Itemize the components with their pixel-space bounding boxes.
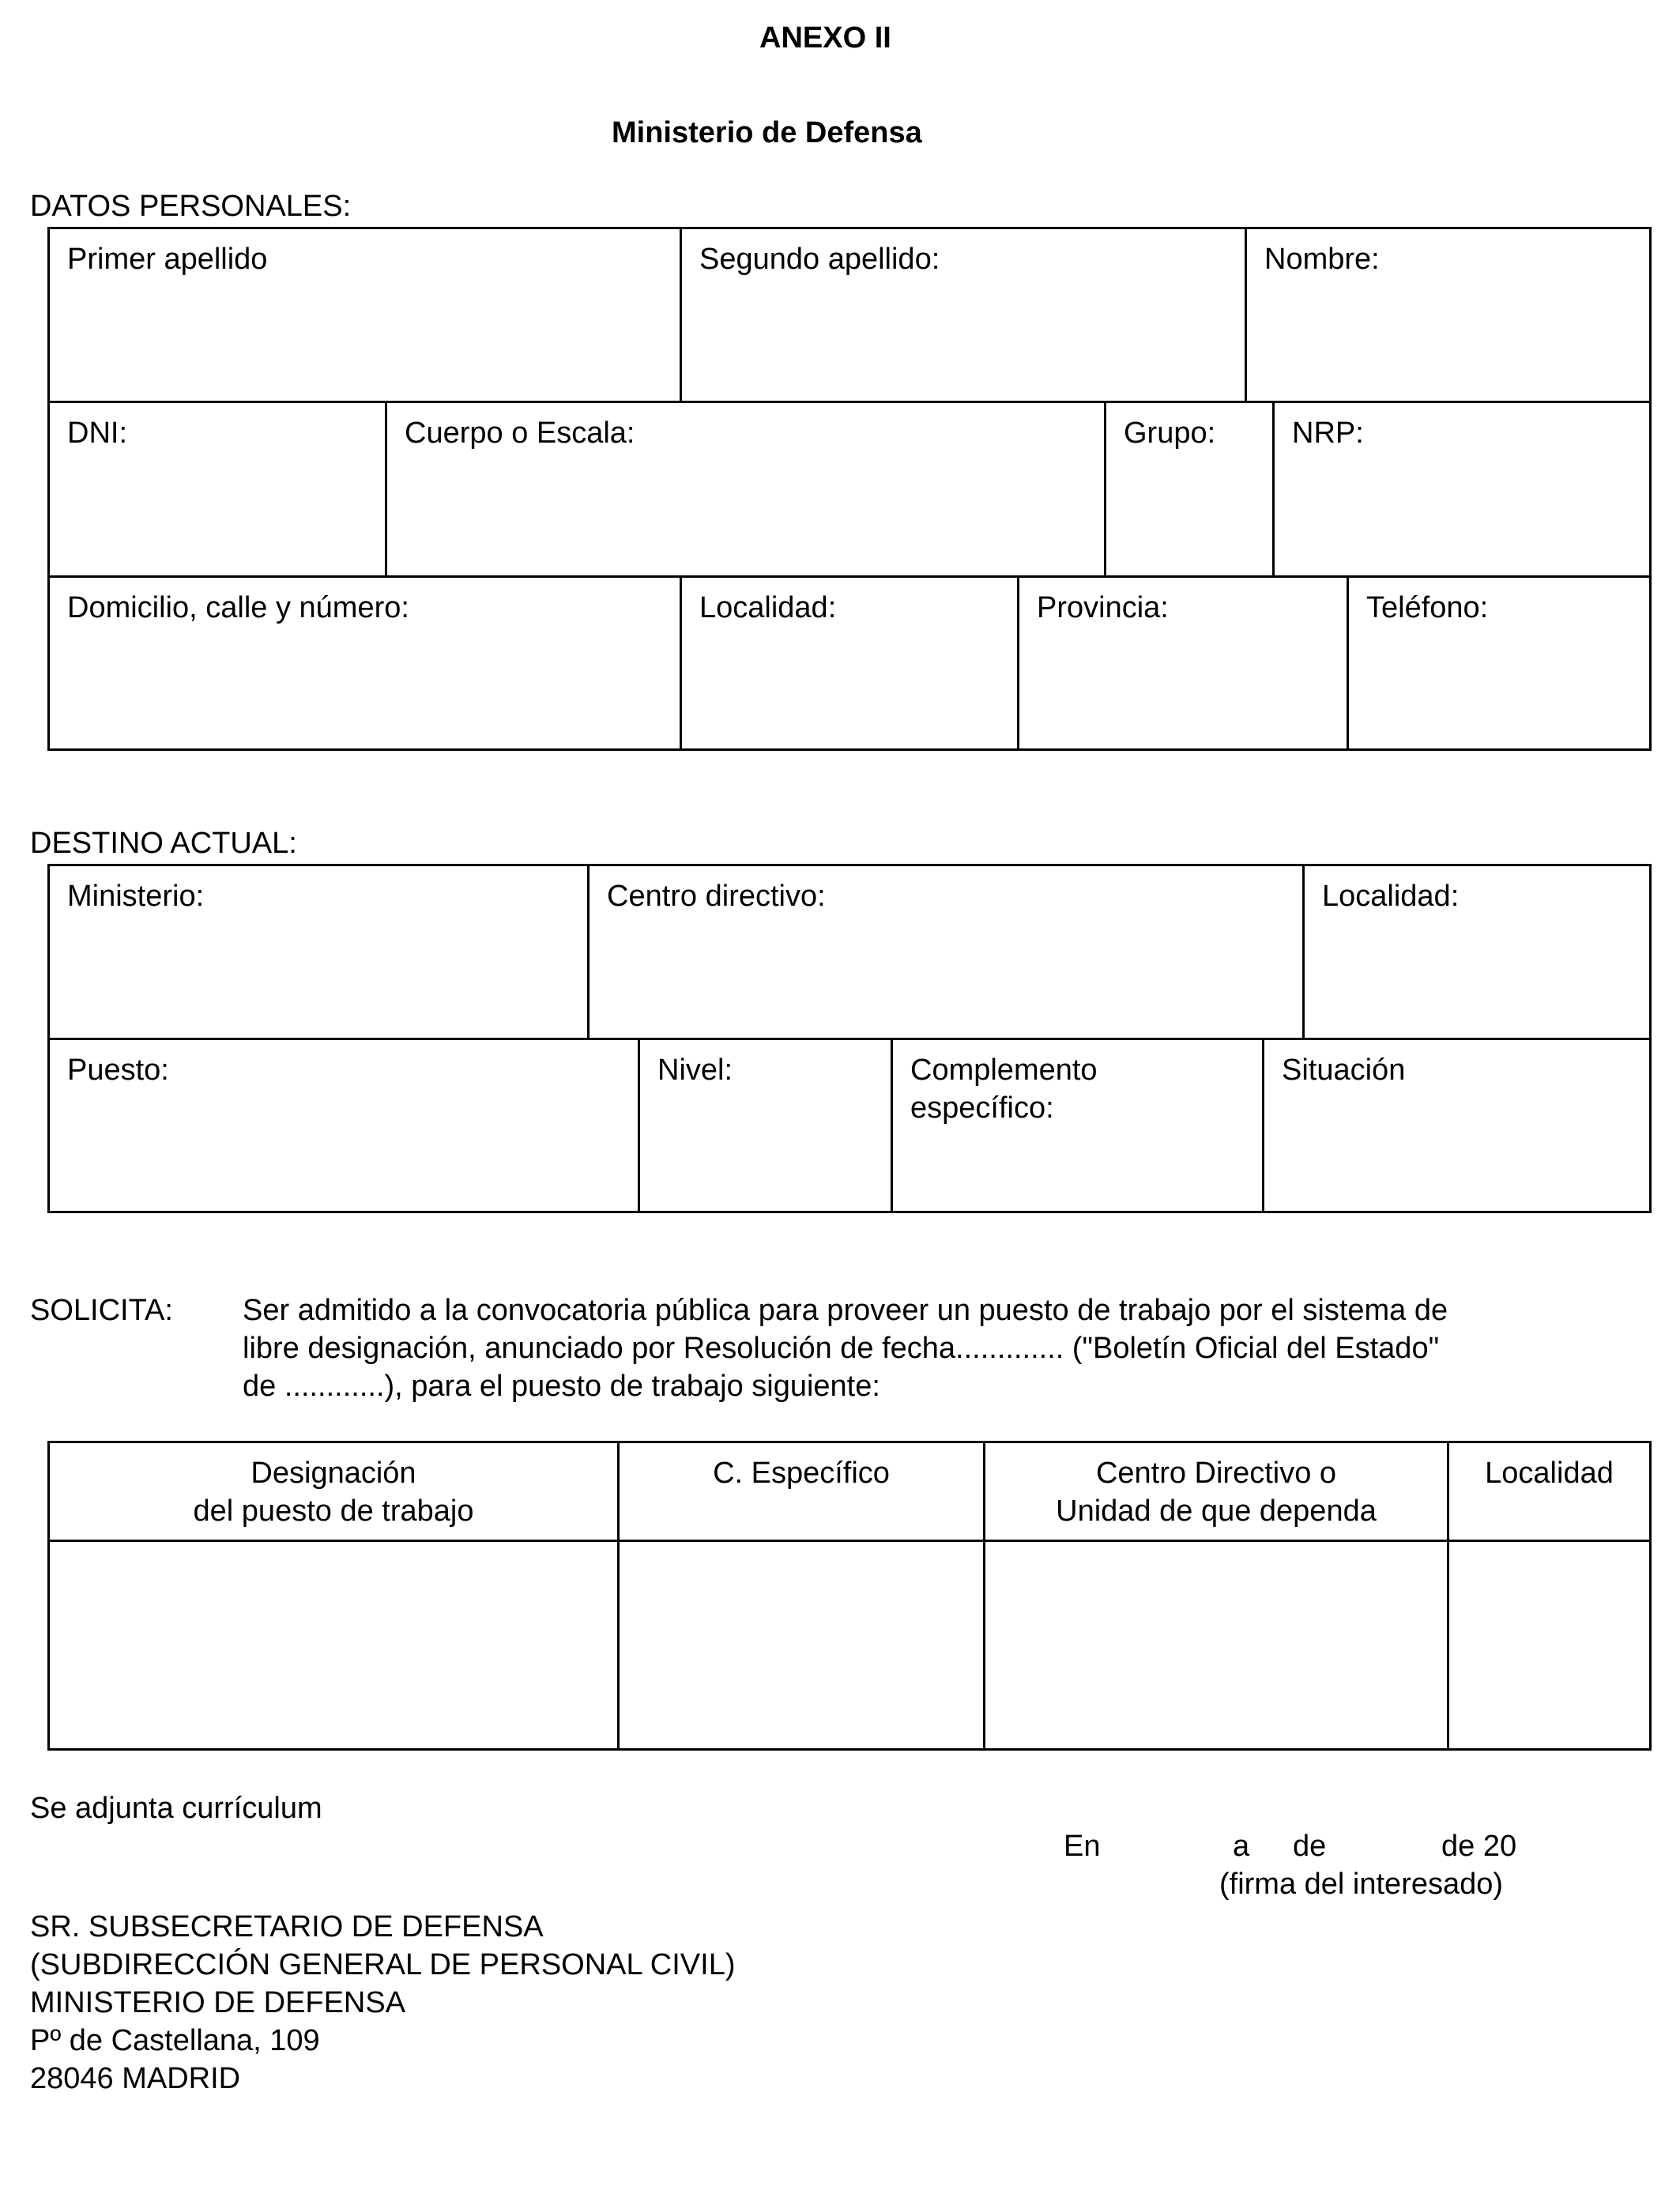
request-line-3: de ............), para el puesto de trabajo siguiente:	[243, 1370, 880, 1403]
input-centro-directivo[interactable]	[985, 1542, 1449, 1748]
field-label: Centro directivo:	[607, 880, 826, 913]
header-text-line: del puesto de trabajo	[193, 1495, 474, 1528]
field-label: Segundo apellido:	[699, 243, 940, 276]
field-label: Ministerio:	[67, 880, 205, 913]
current-post-table	[47, 864, 1652, 1213]
field-grupo[interactable]	[1106, 403, 1275, 578]
field-label: Complemento	[910, 1054, 1098, 1087]
field-primer-apellido[interactable]	[50, 229, 682, 403]
personal-data-table	[47, 227, 1652, 751]
field-centro-directivo[interactable]	[590, 866, 1305, 1040]
date-a: a	[1233, 1830, 1250, 1863]
field-ministerio[interactable]	[50, 866, 590, 1040]
date-year: de 20	[1441, 1830, 1517, 1863]
address-line-4: Pº de Castellana, 109	[30, 2024, 320, 2057]
field-dni[interactable]	[50, 403, 387, 578]
input-localidad[interactable]	[1449, 1542, 1649, 1748]
header-localidad	[1449, 1443, 1649, 1542]
signature-label: (firma del interesado)	[1219, 1868, 1504, 1901]
field-label: Nivel:	[657, 1054, 733, 1087]
field-domicilio[interactable]	[50, 578, 682, 748]
annex-title: ANEXO II	[759, 21, 891, 55]
field-label: Domicilio, calle y número:	[67, 591, 409, 624]
field-label: Teléfono:	[1366, 591, 1489, 624]
request-label: SOLICITA:	[30, 1294, 173, 1327]
field-label: Cuerpo o Escala:	[405, 417, 635, 450]
address-line-1: SR. SUBSECRETARIO DE DEFENSA	[30, 1910, 544, 1943]
job-table	[47, 1441, 1652, 1751]
attachment-note: Se adjunta currículum	[30, 1792, 322, 1825]
address-line-5: 28046 MADRID	[30, 2062, 241, 2095]
field-label: Provincia:	[1037, 591, 1169, 624]
field-label: Puesto:	[67, 1054, 169, 1087]
ministry-title: Ministerio de Defensa	[612, 116, 922, 149]
field-label: DNI:	[67, 417, 127, 450]
field-label: Grupo:	[1124, 417, 1216, 450]
field-label: Localidad:	[699, 591, 837, 624]
field-nombre[interactable]	[1247, 229, 1649, 403]
field-localidad[interactable]	[682, 578, 1019, 748]
field-label: Localidad:	[1322, 880, 1460, 913]
current-post-label: DESTINO ACTUAL:	[30, 827, 297, 860]
field-nrp[interactable]	[1275, 403, 1649, 578]
address-line-3: MINISTERIO DE DEFENSA	[30, 1986, 406, 2019]
header-text-line: Unidad de que dependa	[1056, 1495, 1377, 1528]
header-text-line: Centro Directivo o	[1095, 1457, 1337, 1490]
input-designacion[interactable]	[50, 1542, 620, 1748]
field-telefono[interactable]	[1349, 578, 1649, 748]
date-de: de	[1293, 1830, 1327, 1863]
input-c-especifico[interactable]	[620, 1542, 985, 1748]
field-localidad-destino[interactable]	[1305, 866, 1649, 1040]
personal-data-label: DATOS PERSONALES:	[30, 190, 352, 223]
field-complemento-especifico[interactable]	[893, 1040, 1264, 1211]
field-provincia[interactable]	[1019, 578, 1349, 748]
field-cuerpo-escala[interactable]	[387, 403, 1106, 578]
header-designacion	[50, 1443, 620, 1542]
request-line-1: Ser admitido a la convocatoria pública para proveer un puesto de trabajo por el sistema de	[243, 1294, 1448, 1327]
field-label: Situación	[1282, 1054, 1406, 1087]
field-segundo-apellido[interactable]	[682, 229, 1247, 403]
header-text-line: Designación	[250, 1457, 416, 1490]
field-label-line2: específico:	[910, 1091, 1054, 1125]
field-situacion[interactable]	[1264, 1040, 1649, 1211]
field-label: Nombre:	[1264, 243, 1380, 276]
field-label: Primer apellido	[67, 243, 268, 276]
field-nivel[interactable]	[640, 1040, 893, 1211]
field-puesto[interactable]	[50, 1040, 640, 1211]
header-text-line: Localidad	[1485, 1457, 1614, 1490]
field-label: NRP:	[1292, 417, 1364, 450]
address-line-2: (SUBDIRECCIÓN GENERAL DE PERSONAL CIVIL)	[30, 1948, 736, 1981]
header-text-line: C. Específico	[713, 1457, 890, 1490]
header-c-especifico	[620, 1443, 985, 1542]
header-centro-directivo	[985, 1443, 1449, 1542]
request-line-2: libre designación, anunciado por Resolución de fecha............. ("Boletín Oficial del Estado"	[243, 1332, 1440, 1365]
date-en: En	[1064, 1830, 1101, 1863]
